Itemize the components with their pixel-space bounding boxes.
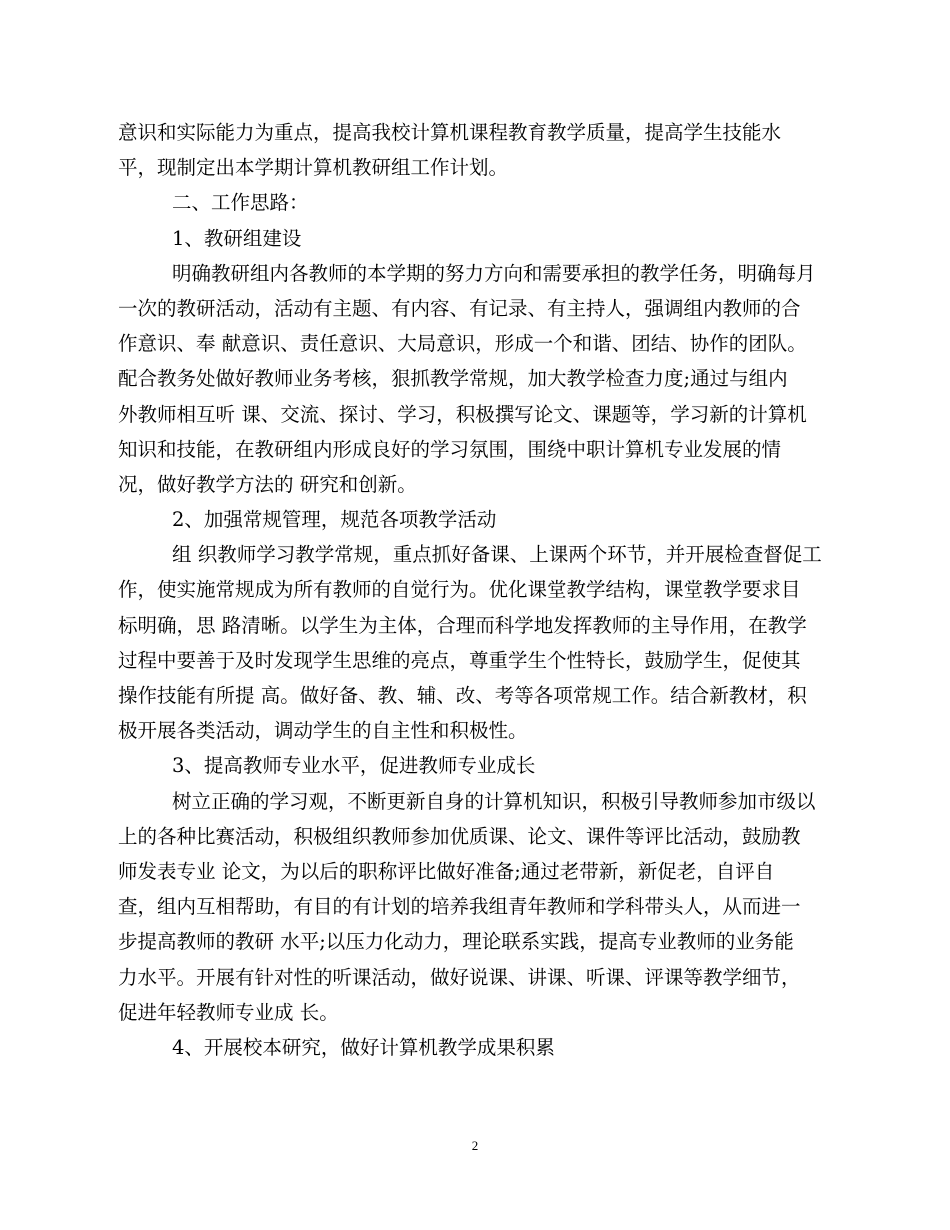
paragraph-first-line: 树立正确的学习观，不断更新自身的计算机知识，积极引导教师参加市级以	[172, 789, 816, 813]
paragraph-first-line: 组 织教师学习教学常规，重点抓好备课、上课两个环节，并开展检查督促工	[172, 543, 822, 567]
body-line: 知识和技能，在教研组内形成良好的学习氛围，围绕中职计算机专业发展的情	[118, 437, 782, 461]
body-line: 况，做好教学方法的 研究和创新。	[118, 472, 417, 496]
body-line: 力水平。开展有针对性的听课活动，做好说课、讲课、听课、评课等教学细节，	[118, 965, 801, 989]
subsection-heading: 4、开展校本研究，做好计算机教学成果积累	[172, 1035, 555, 1059]
subsection-heading: 2、加强常规管理，规范各项教学活动	[172, 508, 497, 532]
body-line: 平，现制定出本学期计算机教研组工作计划。	[118, 156, 509, 180]
body-line: 标明确，思 路清晰。以学生为主体，合理而科学地发挥教师的主导作用，在教学	[118, 613, 807, 637]
body-line: 意识和实际能力为重点，提高我校计算机课程教育教学质量，提高学生技能水	[118, 121, 782, 144]
body-line: 上的各种比赛活动，积极组织教师参加优质课、论文、课件等评比活动，鼓励教	[118, 824, 801, 848]
subsection-heading: 1、教研组建设	[172, 226, 302, 250]
document-body	[118, 115, 822, 1065]
body-line: 查，组内互相帮助，有目的有计划的培养我组青年教师和学科带头人，从而进一	[118, 895, 801, 919]
body-line: 促进年轻教师专业成 长。	[118, 1000, 339, 1024]
body-line: 一次的教研活动，活动有主题、有内容、有记录、有主持人，强调组内教师的合	[118, 296, 801, 320]
page-number: 2	[471, 1138, 479, 1153]
body-line: 配合教务处做好教师业务考核，狠抓教学常规，加大教学检查力度;通过与组内	[118, 367, 788, 391]
subsection-heading: 3、提高教师专业水平，促进教师专业成长	[172, 754, 536, 778]
body-line: 作，使实施常规成为所有教师的自觉行为。优化课堂教学结构，课堂教学要求目	[118, 578, 801, 602]
body-line: 操作技能有所提 高。做好备、教、辅、改、考等各项常规工作。结合新教材，积	[118, 684, 807, 707]
body-line: 作意识、奉 献意识、责任意识、大局意识，形成一个和谐、团结、协作的团队。	[118, 332, 807, 356]
body-line: 师发表专业 论文，为以后的职称评比做好准备;通过老带新，新促老，自评自	[118, 859, 775, 883]
paragraph-first-line: 明确教研组内各教师的本学期的努力方向和需要承担的教学任务，明确每月	[172, 261, 816, 285]
section-heading: 二、工作思路：	[172, 191, 309, 215]
body-line: 外教师相互听 课、交流、探讨、学习，积极撰写论文、课题等，学习新的计算机	[118, 402, 807, 426]
body-line: 极开展各类活动，调动学生的自主性和积极性。	[118, 719, 528, 743]
body-line: 步提高教师的教研 水平;以压力化动力，理论联系实践，提高专业教师的业务能	[118, 930, 794, 954]
body-line: 过程中要善于及时发现学生思维的亮点，尊重学生个性特长，鼓励学生，促使其	[118, 648, 801, 672]
